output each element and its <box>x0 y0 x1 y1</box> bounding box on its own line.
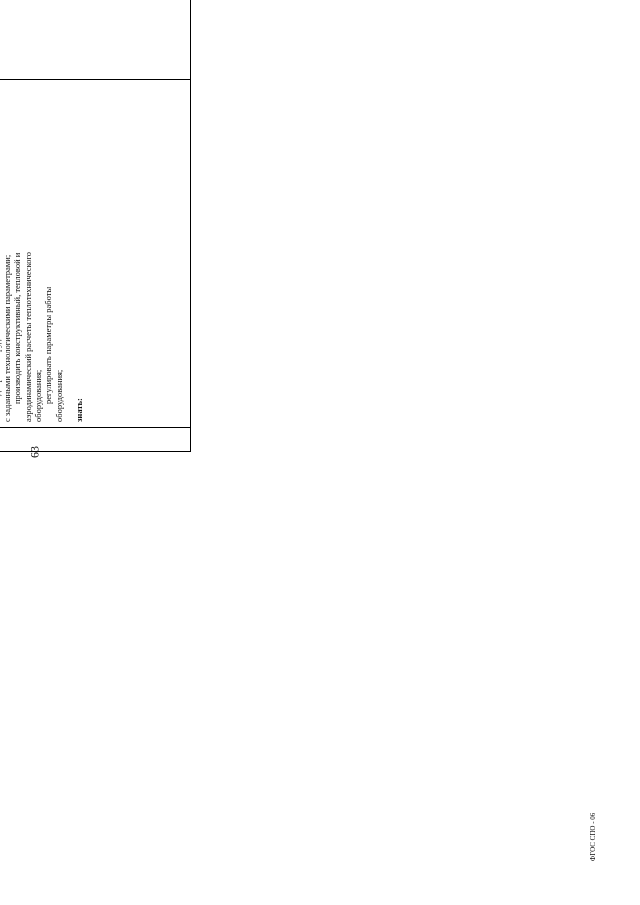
table-col-1 <box>0 428 190 451</box>
col2-text <box>0 83 85 422</box>
col2-line: регулировать параметры работы <box>43 286 54 404</box>
page-number: 63 <box>27 446 42 458</box>
footer-code: ФГОС СПО - 06 <box>589 812 597 862</box>
col2-line: производить конструктивный, тепловой и <box>12 252 23 404</box>
col2-line: оборудования; <box>33 369 44 422</box>
col2-line: оборудования; <box>53 369 64 422</box>
table-col-3 <box>0 0 190 80</box>
col2-line: с заданными технологическими параметрами; <box>2 254 13 422</box>
col2-line: знать: <box>74 398 85 422</box>
table-col-2 <box>0 80 190 428</box>
col2-line <box>64 83 74 422</box>
competency-table <box>0 0 191 452</box>
col2-line: аэродинамический расчеты теплотехнического <box>22 251 33 422</box>
